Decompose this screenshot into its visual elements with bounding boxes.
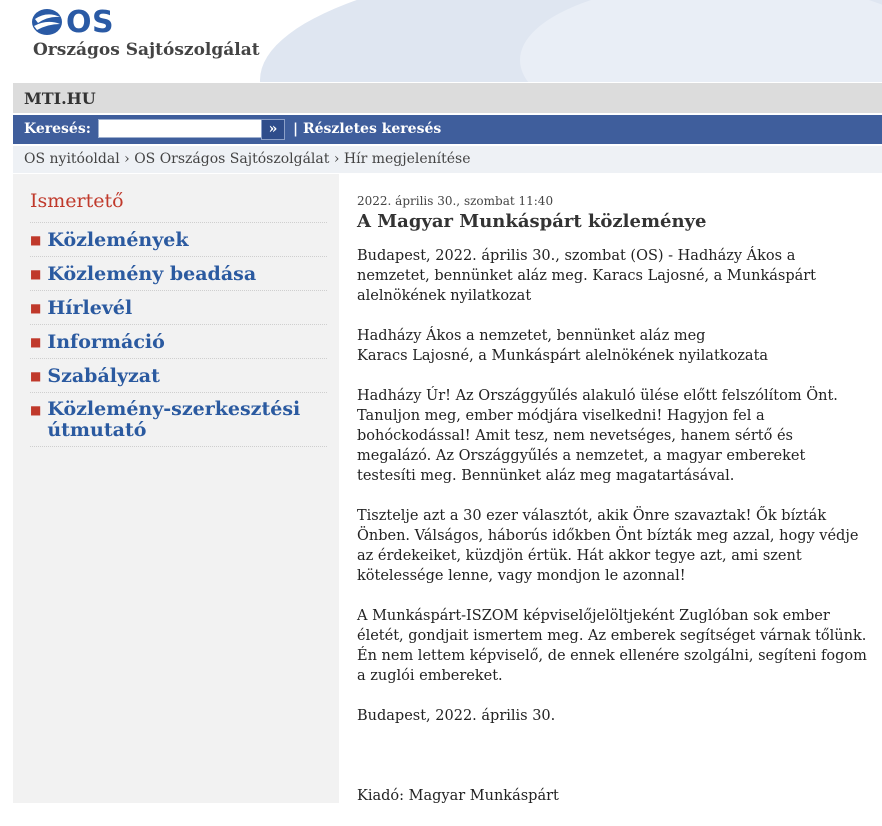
- article-paragraph: Budapest, 2022. április 30., szombat (OS) - Hadházy Ákos a nemzetet, bennünket aláz meg. Karacs Lajosné, a Munkáspárt alelnökének nyilatkozat: [357, 248, 817, 304]
- logo-text: OS: [66, 4, 115, 40]
- site-header: [0, 0, 882, 82]
- globe-highlight: [520, 0, 882, 82]
- breadcrumb-separator: ›: [333, 151, 340, 167]
- sidebar: [13, 174, 339, 803]
- bullet-icon: ■: [30, 301, 42, 315]
- breadcrumb-home[interactable]: OS nyitóoldal: [24, 151, 120, 167]
- publisher-line: Kiadó: Magyar Munkáspárt: [357, 788, 559, 804]
- article: [357, 194, 867, 826]
- sidebar-item-kozlemeny-beadasa[interactable]: [30, 256, 327, 290]
- sidebar-item-label: Közlemény beadása: [47, 263, 257, 285]
- advanced-search-link[interactable]: | Részletes keresés: [293, 121, 442, 137]
- sidebar-item-label: Információ: [47, 331, 165, 353]
- bullet-icon: ■: [30, 369, 42, 383]
- breadcrumb-separator: ›: [124, 151, 130, 167]
- sidebar-item-informacio[interactable]: [30, 324, 327, 358]
- bullet-icon: ■: [30, 335, 42, 349]
- sidebar-item-kozlemenyek[interactable]: [30, 222, 327, 256]
- sidebar-nav: [30, 222, 327, 447]
- article-paragraph: Hadházy Úr! Az Országgyűlés alakuló ülése előtt felszólítom Önt. Tanuljon meg, ember módjára viselkedni! Hagyjon fel a bohóckodással! Amit tesz, nem nevetséges, hanem sértő és megalázó. Az Országgyűlés a nemzetet, a magyar embereket testesíti meg. Bennünket aláz meg magatartásával.: [357, 388, 838, 484]
- search-input[interactable]: [98, 119, 262, 138]
- article-paragraph: Budapest, 2022. április 30.: [357, 708, 556, 724]
- bullet-icon: ■: [30, 233, 42, 247]
- search-label: Keresés:: [24, 121, 91, 137]
- article-paragraph: Tisztelje azt a 30 ezer választót, akik Önre szavaztak! Ők bízták Önben. Válságos, háborús időkben Önt bízták meg azzal, hogy védje az érdekeiket, küzdjön értük. Hát akkor tegye azt, ami szent kötelessége lenne, vagy mondjon le azonnal!: [357, 508, 859, 584]
- article-title: A Magyar Munkáspárt közleménye: [357, 211, 707, 232]
- article-date: 2022. április 30., szombat 11:40: [357, 194, 554, 208]
- mti-bar: [13, 83, 882, 113]
- os-logo[interactable]: [30, 4, 114, 40]
- article-paragraph: A Munkáspárt-ISZOM képviselőjelöltjeként Zuglóban sok ember életét, gondjait ismertem meg. Az emberek segítséget várnak tőlünk. Én nem lettem képviselő, de ennek ellenére szolgálni, segíteni fogom a zuglói embereket.: [357, 608, 867, 684]
- bullet-icon: ■: [30, 267, 42, 281]
- sidebar-title: Ismertető: [30, 190, 124, 212]
- article-paragraph: Hadházy Ákos a nemzetet, bennünket aláz meg Karacs Lajosné, a Munkáspárt alelnökének nyilatkozata: [357, 328, 769, 364]
- bullet-icon: ■: [30, 403, 42, 417]
- breadcrumb-current: Hír megjelenítése: [343, 151, 471, 167]
- search-bar: [13, 115, 882, 144]
- sidebar-item-szabalyzat[interactable]: [30, 358, 327, 392]
- sidebar-item-hirlevel[interactable]: [30, 290, 327, 324]
- search-submit-button[interactable]: »: [261, 119, 285, 140]
- sidebar-item-label: Hírlevél: [47, 297, 133, 319]
- breadcrumb: [13, 146, 882, 173]
- sidebar-item-label: Közlemény-szerkesztési útmutató: [47, 398, 301, 441]
- sidebar-item-label: Szabályzat: [47, 365, 160, 387]
- swirl-logo-icon: [30, 7, 64, 37]
- breadcrumb-os[interactable]: OS Országos Sajtószolgálat: [134, 151, 330, 167]
- sidebar-item-label: Közlemények: [47, 229, 189, 251]
- mti-link[interactable]: MTI.HU: [24, 89, 96, 108]
- site-tagline: Országos Sajtószolgálat: [33, 40, 260, 60]
- sidebar-item-utmutato[interactable]: [30, 392, 327, 447]
